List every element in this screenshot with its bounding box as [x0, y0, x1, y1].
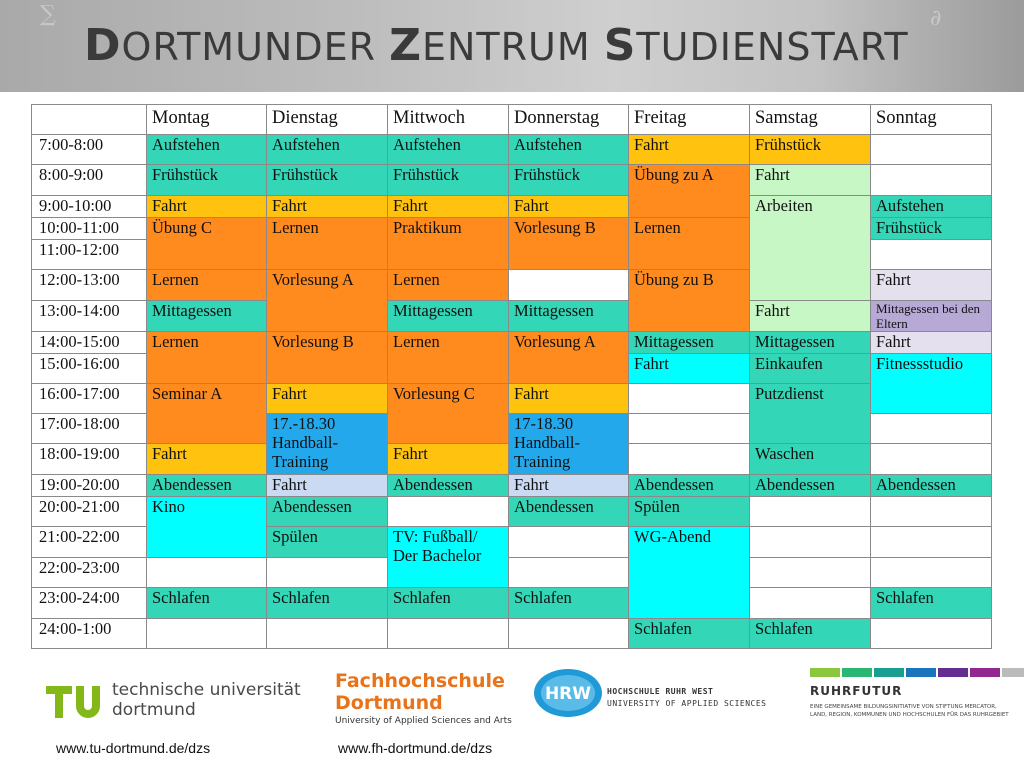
title-word: TUDIENSTART — [636, 25, 909, 69]
time-slot-cell: 20:00-21:00 — [32, 497, 147, 527]
ruhrfutur-color-bar — [810, 668, 840, 677]
empty-cell — [509, 558, 629, 588]
weekly-schedule-table — [31, 104, 992, 649]
empty-cell — [388, 497, 509, 527]
activity-cell: Fahrt — [147, 196, 267, 218]
activity-cell: 17.-18.30 Handball-Training — [267, 414, 388, 475]
empty-cell — [388, 619, 509, 649]
activity-cell: Arbeiten — [750, 196, 871, 301]
activity-cell: Aufstehen — [509, 135, 629, 165]
title-initial: S — [603, 20, 637, 71]
background-formula-decoration: ∑ — [40, 2, 56, 27]
activity-cell: Fahrt — [871, 270, 992, 301]
day-header-mittwoch: Mittwoch — [388, 105, 509, 135]
ruhrfutur-color-bar — [842, 668, 872, 677]
table-row — [32, 588, 992, 619]
activity-cell: Abendessen — [388, 475, 509, 497]
activity-cell: Waschen — [750, 444, 871, 475]
activity-cell: Lernen — [147, 332, 267, 384]
table-header-row — [32, 105, 992, 135]
table-row — [32, 497, 992, 527]
activity-cell: Lernen — [147, 270, 267, 301]
activity-cell: Einkaufen — [750, 354, 871, 384]
fh-line-1: Fachhochschule — [335, 670, 505, 692]
activity-cell: Fahrt — [509, 475, 629, 497]
table-row — [32, 619, 992, 649]
activity-cell: Aufstehen — [267, 135, 388, 165]
table-row — [32, 301, 992, 332]
empty-cell — [871, 619, 992, 649]
activity-cell: Übung zu A — [629, 165, 750, 218]
activity-cell: Frühstück — [871, 218, 992, 240]
day-header-samstag: Samstag — [750, 105, 871, 135]
empty-cell — [750, 527, 871, 558]
ruhrfutur-color-bar — [938, 668, 968, 677]
ruhrfutur-color-bar — [970, 668, 1000, 677]
empty-cell — [267, 619, 388, 649]
activity-cell: Vorlesung A — [509, 332, 629, 384]
activity-cell: Aufstehen — [147, 135, 267, 165]
table-row — [32, 384, 992, 414]
fh-dortmund-logo — [335, 670, 512, 728]
activity-cell: 17-18.30 Handball-Training — [509, 414, 629, 475]
activity-cell: Fahrt — [509, 384, 629, 414]
activity-cell: Abendessen — [267, 497, 388, 527]
empty-cell — [147, 558, 267, 588]
empty-cell — [871, 135, 992, 165]
empty-cell — [750, 588, 871, 619]
ruhrfutur-title: RUHRFUTUR — [810, 684, 903, 698]
empty-cell — [750, 497, 871, 527]
activity-cell: Frühstück — [267, 165, 388, 196]
activity-cell: Seminar A — [147, 384, 267, 444]
activity-cell: Mittagessen — [388, 301, 509, 332]
time-slot-cell: 9:00-10:00 — [32, 196, 147, 218]
empty-cell — [871, 444, 992, 475]
time-slot-cell: 10:00-11:00 — [32, 218, 147, 240]
activity-cell: Schlafen — [267, 588, 388, 619]
activity-cell: Mittagessen — [629, 332, 750, 354]
activity-cell: Fahrt — [629, 354, 750, 384]
day-header-donnerstag: Donnerstag — [509, 105, 629, 135]
activity-cell: Aufstehen — [871, 196, 992, 218]
activity-cell: Schlafen — [147, 588, 267, 619]
activity-cell: Schlafen — [629, 619, 750, 649]
day-header-freitag: Freitag — [629, 105, 750, 135]
time-slot-cell: 22:00-23:00 — [32, 558, 147, 588]
activity-cell: Mittagessen — [147, 301, 267, 332]
title-word: ENTRUM — [421, 25, 604, 69]
time-slot-cell: 7:00-8:00 — [32, 135, 147, 165]
time-slot-cell: 21:00-22:00 — [32, 527, 147, 558]
hrw-logo-icon — [533, 668, 603, 718]
time-slot-cell: 12:00-13:00 — [32, 270, 147, 301]
activity-cell: Schlafen — [750, 619, 871, 649]
empty-cell — [871, 414, 992, 444]
empty-cell — [147, 619, 267, 649]
time-slot-cell: 14:00-15:00 — [32, 332, 147, 354]
time-slot-cell: 13:00-14:00 — [32, 301, 147, 332]
tu-dortmund-name — [112, 680, 301, 720]
empty-cell — [509, 527, 629, 558]
day-header-dienstag: Dienstag — [267, 105, 388, 135]
partner-logos — [0, 664, 1024, 768]
fh-line-3: University of Applied Sciences and Arts — [335, 716, 512, 726]
activity-cell: Frühstück — [509, 165, 629, 196]
activity-cell: Vorlesung B — [267, 332, 388, 384]
activity-cell: Mittagessen — [509, 301, 629, 332]
day-header-montag: Montag — [147, 105, 267, 135]
empty-cell — [629, 414, 750, 444]
activity-cell: Lernen — [629, 218, 750, 270]
activity-cell: Lernen — [388, 270, 509, 301]
ruhrfutur-color-bar — [1002, 668, 1024, 677]
empty-cell — [629, 444, 750, 475]
table-row — [32, 196, 992, 218]
fh-dzs-link[interactable]: www.fh-dortmund.de/dzs — [338, 740, 493, 756]
activity-cell: Vorlesung A — [267, 270, 388, 332]
activity-cell: Fahrt — [750, 301, 871, 332]
corner-cell — [32, 105, 147, 135]
fh-line-2: Dortmund — [335, 692, 443, 714]
background-formula-decoration: ∂ — [930, 6, 942, 31]
activity-cell: Abendessen — [147, 475, 267, 497]
table-row — [32, 332, 992, 354]
ruhrfutur-color-bar — [874, 668, 904, 677]
time-slot-cell: 15:00-16:00 — [32, 354, 147, 384]
tu-dortmund-logo-icon — [46, 678, 102, 718]
header-banner — [0, 0, 1024, 92]
activity-cell: Spülen — [629, 497, 750, 527]
activity-cell: Übung zu B — [629, 270, 750, 332]
tu-line-1: technische universität — [112, 680, 301, 700]
empty-cell — [629, 384, 750, 414]
empty-cell — [871, 527, 992, 558]
activity-cell: Fahrt — [267, 475, 388, 497]
empty-cell — [750, 558, 871, 588]
activity-cell: Abendessen — [871, 475, 992, 497]
activity-cell: Fitnessstudio — [871, 354, 992, 414]
activity-cell: WG-Abend — [629, 527, 750, 619]
activity-cell: Fahrt — [509, 196, 629, 218]
activity-cell: Kino — [147, 497, 267, 558]
hrw-logo-text: HRW — [544, 684, 592, 704]
tu-line-2: dortmund — [112, 700, 196, 720]
activity-cell: Lernen — [388, 332, 509, 384]
ruhrfutur-color-bars — [810, 668, 1024, 677]
empty-cell — [871, 165, 992, 196]
activity-cell: Übung C — [147, 218, 267, 270]
empty-cell — [871, 240, 992, 270]
table-row — [32, 165, 992, 196]
day-header-sonntag: Sonntag — [871, 105, 992, 135]
ruhrfutur-subtitle: EINE GEMEINSAME BILDUNGSINITIATIVE VON STIFTUNG MERCATOR, LAND, REGION, KOMMUNEN UND HOCHSCHULEN FÜR DAS RUHRGEBIET — [810, 704, 1009, 718]
page-title — [84, 20, 909, 71]
activity-cell: Fahrt — [629, 135, 750, 165]
activity-cell: Fahrt — [750, 165, 871, 196]
table-row — [32, 475, 992, 497]
activity-cell: Mittagessen — [750, 332, 871, 354]
activity-cell: Lernen — [267, 218, 388, 270]
activity-cell: Schlafen — [871, 588, 992, 619]
activity-cell: Fahrt — [388, 444, 509, 475]
activity-cell: Praktikum — [388, 218, 509, 270]
hrw-line-2: UNIVERSITY OF APPLIED SCIENCES — [607, 699, 767, 708]
activity-cell: Frühstück — [388, 165, 509, 196]
activity-cell: Fahrt — [871, 332, 992, 354]
time-slot-cell: 19:00-20:00 — [32, 475, 147, 497]
activity-cell: Spülen — [267, 527, 388, 558]
activity-cell: Frühstück — [750, 135, 871, 165]
activity-cell: Vorlesung B — [509, 218, 629, 270]
ruhrfutur-color-bar — [906, 668, 936, 677]
time-slot-cell: 11:00-12:00 — [32, 240, 147, 270]
activity-cell: Aufstehen — [388, 135, 509, 165]
activity-cell: Putzdienst — [750, 384, 871, 444]
empty-cell — [871, 497, 992, 527]
activity-cell: Fahrt — [388, 196, 509, 218]
activity-cell: Vorlesung C — [388, 384, 509, 444]
activity-cell: Frühstück — [147, 165, 267, 196]
time-slot-cell: 23:00-24:00 — [32, 588, 147, 619]
activity-cell: TV: Fußball/ Der Bachelor — [388, 527, 509, 588]
title-word: ORTMUNDER — [121, 25, 390, 69]
activity-cell: Schlafen — [388, 588, 509, 619]
time-slot-cell: 8:00-9:00 — [32, 165, 147, 196]
empty-cell — [267, 558, 388, 588]
activity-cell: Mittagessen bei den Eltern — [871, 301, 992, 332]
tu-dzs-link[interactable]: www.tu-dortmund.de/dzs — [56, 740, 211, 756]
table-row — [32, 558, 992, 588]
activity-cell: Abendessen — [750, 475, 871, 497]
hrw-line-1: HOCHSCHULE RUHR WEST — [607, 687, 714, 696]
activity-cell: Fahrt — [147, 444, 267, 475]
activity-cell: Fahrt — [267, 384, 388, 414]
activity-cell: Fahrt — [267, 196, 388, 218]
time-slot-cell: 16:00-17:00 — [32, 384, 147, 414]
hrw-name — [607, 686, 767, 710]
time-slot-cell: 17:00-18:00 — [32, 414, 147, 444]
title-initial: Z — [389, 20, 422, 71]
table-row — [32, 135, 992, 165]
empty-cell — [509, 619, 629, 649]
activity-cell: Schlafen — [509, 588, 629, 619]
empty-cell — [871, 558, 992, 588]
title-initial: D — [84, 20, 122, 71]
time-slot-cell: 18:00-19:00 — [32, 444, 147, 475]
activity-cell: Abendessen — [629, 475, 750, 497]
time-slot-cell: 24:00-1:00 — [32, 619, 147, 649]
empty-cell — [509, 270, 629, 301]
activity-cell: Abendessen — [509, 497, 629, 527]
